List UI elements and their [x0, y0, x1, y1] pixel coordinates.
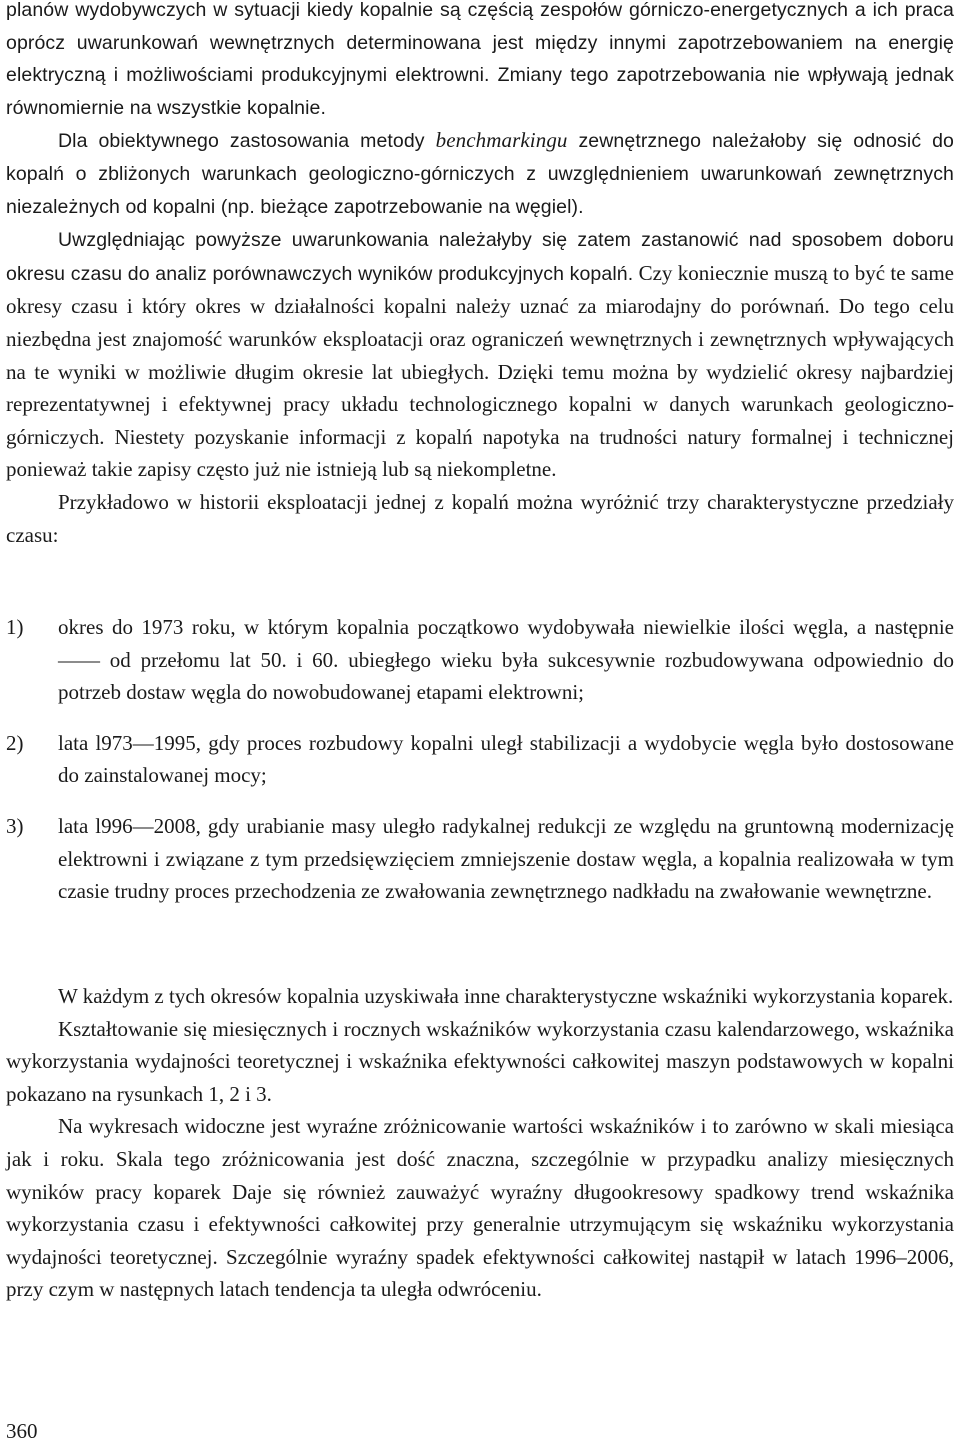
list-item-number: 3) [6, 813, 24, 838]
lower-text-block [6, 980, 954, 1306]
list-item-number: 1) [6, 615, 24, 639]
paragraph-benchmarking [6, 124, 954, 223]
list-item-text: okres do 1973 roku, w którym kopalnia początkowo wydobywała niewielkie ilości węgla, a następnie —— od przełomu lat 50. i 60. ubiegłego wieku była sukcesywnie rozbudowywana odpowiednio do potrzeb dostaw węgla do nowobudowanej etapami elektrowni; [58, 615, 954, 705]
paragraph-example-intro [6, 486, 954, 551]
page-number: 360 [6, 1419, 38, 1443]
paragraph-3-start: Uwzględniając powyższe uwarunkowania należałyby się zatem zastanowić nad sposobem doboru okresu czasu do analiz porównawczych wyników produkcyjnych kopalń. [6, 229, 954, 285]
paragraph-7-text: Na wykresach widoczne jest wyraźne zróżnicowanie wartości wskaźników i to zarówno w skali miesiąca jak i roku. Skala tego zróżnicowania jest dość znaczna, szczególnie w przypadku analizy miesięcznych wyników pracy koparek Daje się również zauważyć wyraźny długookresowy spadkowy trend wskaźnika wykorzystania czasu i efektywności całkowitej przy generalnie utrzymującym się wskaźniku wykorzystania wydajności teoretycznej. Szczególnie wyraźny spadek efektywności całkowitej nastąpił w latach 1996–2006, przy czym w następnych latach tendencja ta uległa odwróceniu. [6, 1114, 954, 1302]
list-item [6, 810, 954, 908]
paragraph-2-before: Dla obiektywnego zastosowania metody [58, 130, 436, 153]
paragraph-4-text: Przykładowo w historii eksploatacji jednej z kopalń można wyróżnić trzy charakterystyczne przedziały czasu: [6, 489, 954, 547]
paragraph-3-rest: Czy koniecznie muszą to być te same okresy czasu i który okres w działalności kopalni należy uznać za miarodajny do porównań. Do tego celu niezbędna jest znajomość warunków eksploatacji oraz ograniczeń wewnętrznych i zewnętrznych wpływających na te wyniki w możliwie długim okresie lat ubiegłych. Dzięki temu można by wydzielić okresy najbardziej reprezentatywnej i efektywnej pracy układu technologicznego kopalni w danych warunkach geologiczno-górniczych. Niestety pozyskanie informacji z kopalń napotyka na trudności natury formalnej i technicznej ponieważ takie zapisy często już nie istnieją lub są niekompletne. [6, 260, 954, 482]
paragraph-2-italic: benchmarkingu [435, 128, 568, 153]
paragraph-5-text: W każdym z tych okresów kopalnia uzyskiwała inne charakterystyczne wskaźniki wykorzystania koparek. [58, 984, 954, 1008]
list-item-text: lata l996—2008, gdy urabianie masy uległo radykalnej redukcji ze względu na gruntowną modernizację elektrowni i związane z tym przedsięwzięciem zmniejszenie dostaw węgla, a kopalnia realizowała w tym czasie trudny proces przechodzenia ze zwałowania zewnętrznego nadkładu na zwałowanie wewnętrzne. [58, 813, 954, 904]
paragraph-figures-reference [6, 1013, 954, 1111]
periods-list [6, 611, 954, 908]
paragraph-1-text: planów wydobywczych w sytuacji kiedy kopalnie są częścią zespołów górniczo-energetycznych a ich praca oprócz uwarunkowań wewnętrznych determinowana jest między innymi zapotrzebowaniem na energię elektryczną i możliwościami produkcyjnymi elektrowni. Zmiany tego zapotrzebowania nie wpływają jednak równomiernie na wszystkie kopalnie. [6, 0, 954, 119]
paragraph-continuation [6, 0, 954, 124]
list-item-text: lata l973—1995, gdy proces rozbudowy kopalni uległ stabilizacji a wydobycie węgla było dostosowane do zainstalowanej mocy; [58, 730, 954, 788]
list-item [6, 727, 954, 792]
upper-text-block [6, 0, 954, 551]
paragraph-period-selection [6, 223, 954, 486]
paragraph-6-text: Kształtowanie się miesięcznych i rocznych wskaźników wykorzystania czasu kalendarzowego, wskaźnika wykorzystania wydajności teoretycznej i wskaźnika efektywności całkowitej maszyn podstawowych w kopalni pokazano na rysunkach 1, 2 i 3. [6, 1016, 954, 1106]
list-item-number: 2) [6, 730, 24, 755]
paragraph-2-after: zewnętrznego należałoby się odnosić do kopalń o zbliżonych warunkach geologiczno-górniczych z uwzględnieniem uwarunkowań zewnętrznych niezależnych od kopalni (np. bieżące zapotrzebowanie na węgiel). [6, 130, 954, 218]
paragraph-indicators [6, 980, 954, 1013]
paragraph-trends [6, 1110, 954, 1306]
list-item [6, 611, 954, 709]
